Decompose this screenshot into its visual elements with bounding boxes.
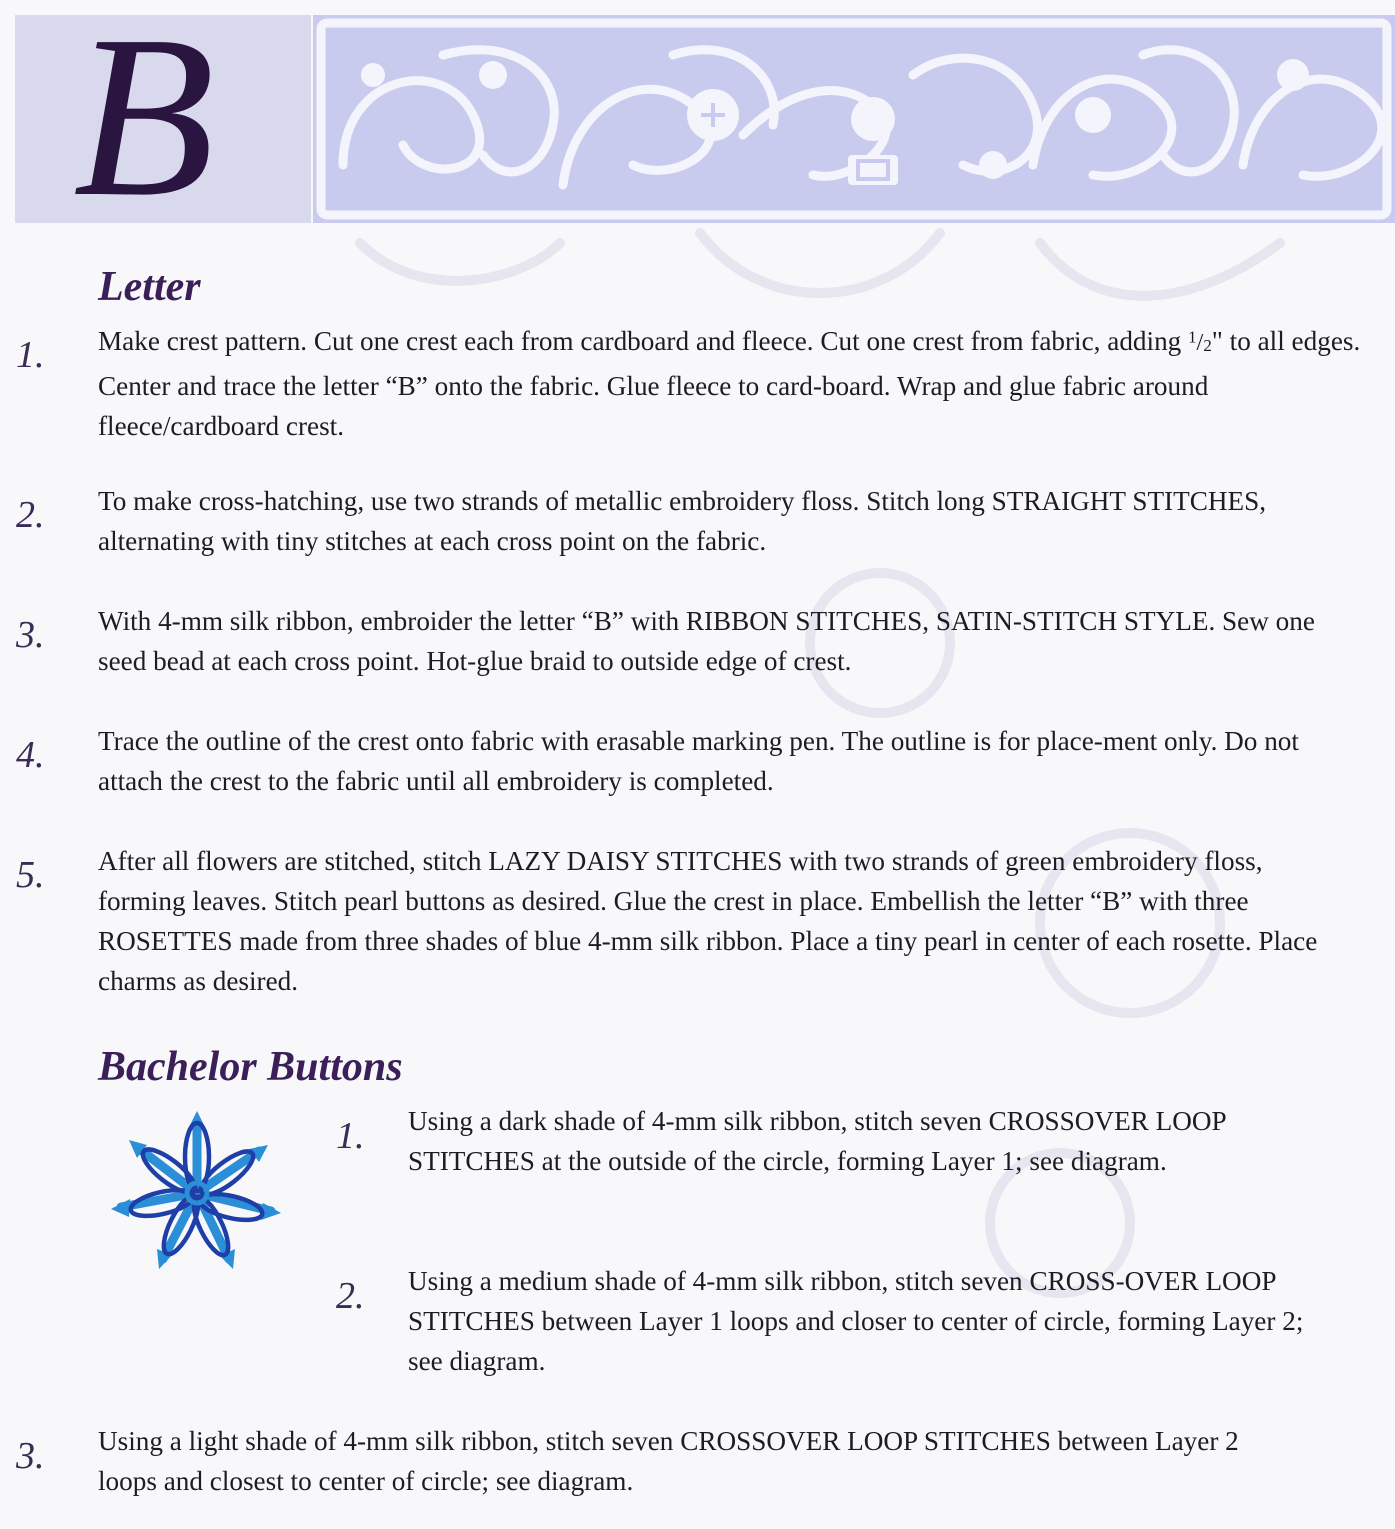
letter-step-text: Trace the outline of the crest onto fabric with erasable marking pen. The outline is for place-ment only. Do not attach the crest to the fabric until all embroidery is completed.	[98, 726, 1299, 796]
letter-step-number: 3.	[16, 614, 45, 656]
bachelor-button-flower-icon	[102, 1108, 292, 1278]
bachelor-section-title: Bachelor Buttons	[98, 1044, 403, 1090]
letter-step-text: After all flowers are stitched, stitch LAZY DAISY STITCHES with two strands of green embroidery floss, forming leaves. Stitch pearl buttons as desired. Glue the crest in place. Embellish the letter “B” with three ROSETTES made from three shades of blue 4-mm silk ribbon. Place a tiny pearl in center of each rosette. Place charms as desired.	[98, 846, 1318, 996]
drop-cap-letter: B	[73, 0, 215, 245]
bachelor-step-number: 1.	[336, 1115, 365, 1157]
step-text-part: Make crest pattern. Cut one crest each from cardboard and fleece. Cut one crest from fabric, adding	[98, 326, 1189, 356]
letter-step-number: 4.	[16, 734, 45, 776]
letter-step-number: 1.	[16, 334, 45, 376]
bachelor-step-number: 2.	[336, 1275, 365, 1317]
bachelor-step-text: Using a light shade of 4-mm silk ribbon, stitch seven CROSSOVER LOOP STITCHES between Layer 2 loops and closest to center of circle; see diagram.	[98, 1426, 1239, 1496]
floral-scroll-ornament-icon	[313, 15, 1395, 223]
fraction-denominator: 2	[1203, 335, 1212, 355]
fraction-slash: /	[1196, 329, 1204, 356]
bachelor-step-text: Using a medium shade of 4-mm silk ribbon, stitch seven CROSS-OVER LOOP STITCHES between Layer 1 loops and closer to center of circle, forming Layer 2; see diagram.	[408, 1266, 1304, 1376]
fraction-numerator: 1	[1188, 327, 1197, 347]
drop-cap-box	[15, 0, 311, 245]
bachelor-step-number: 3.	[16, 1435, 45, 1477]
letter-step-text	[98, 321, 1368, 446]
bachelor-step-text: Using a dark shade of 4-mm silk ribbon, stitch seven CROSSOVER LOOP STITCHES at the outside of the circle, forming Layer 1; see diagram.	[408, 1106, 1226, 1176]
letter-step-text: With 4-mm silk ribbon, embroider the letter “B” with RIBBON STITCHES, SATIN-STITCH STYLE. Sew one seed bead at each cross point. Hot-glue braid to outside edge of crest.	[98, 606, 1315, 676]
letter-step-number: 5.	[16, 854, 45, 896]
letter-step-number: 2.	[16, 494, 45, 536]
letter-step-text: To make cross-hatching, use two strands of metallic embroidery floss. Stitch long STRAIGHT STITCHES, alternating with tiny stitches at each cross point on the fabric.	[98, 486, 1266, 556]
step-text-part: " to all edges. Center and trace the letter “B” onto the fabric. Glue fleece to card-board. Wrap and glue fabric around fleece/cardboard crest.	[98, 326, 1361, 441]
decorative-border-band	[313, 15, 1395, 223]
letter-section-title: Letter	[98, 264, 201, 310]
